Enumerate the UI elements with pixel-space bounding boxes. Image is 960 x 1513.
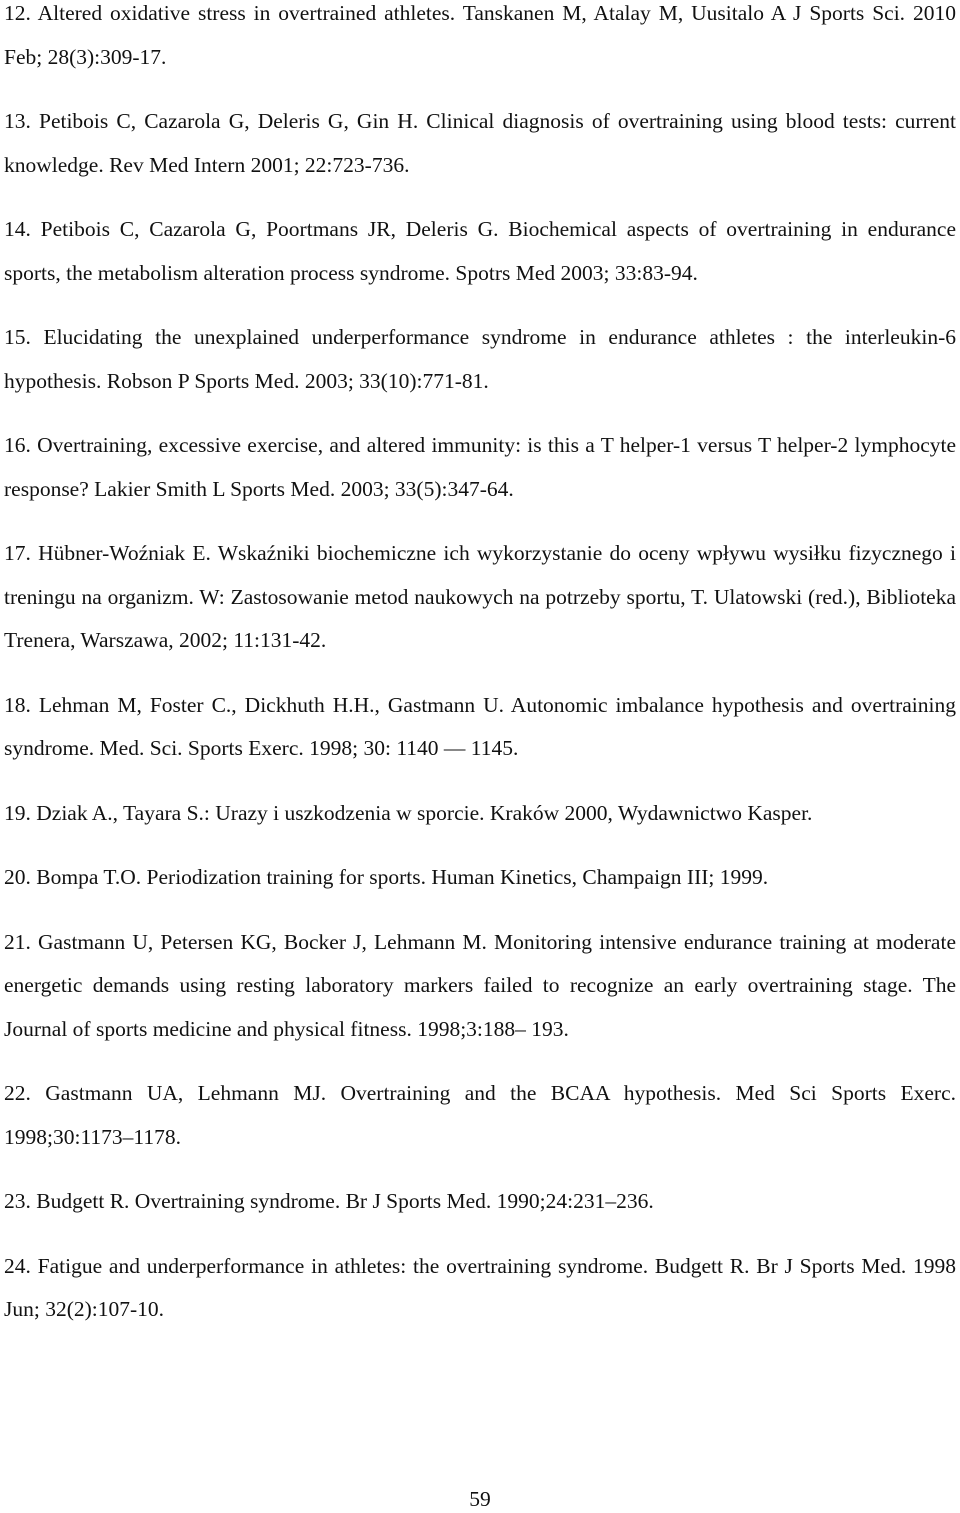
reference-list [4,0,956,1353]
reference-item-15: 15. Elucidating the unexplained underperformance syndrome in endurance athletes : the interleukin-6 hypothesis. Robson P Sports Med. 2003; 33(10):771-81. [4,325,956,393]
reference-item-22: 22. Gastmann UA, Lehmann MJ. Overtraining and the BCAA hypothesis. Med Sci Sports Exerc. 1998;30:1173–1178. [4,1081,956,1149]
reference-item-18: 18. Lehman M, Foster C., Dickhuth H.H., Gastmann U. Autonomic imbalance hypothesis and overtraining syndrome. Med. Sci. Sports Exerc. 1998; 30: 1140 — 1145. [4,692,956,760]
page-number: 59 [469,1487,491,1511]
reference-item-24: 24. Fatigue and underperformance in athletes: the overtraining syndrome. Budgett R. Br J Sports Med. 1998 Jun; 32(2):107-10. [4,1253,956,1321]
reference-item-14: 14. Petibois C, Cazarola G, Poortmans JR, Deleris G. Biochemical aspects of overtraining in endurance sports, the metabolism alteration process syndrome. Spotrs Med 2003; 33:83-94. [4,217,956,285]
reference-item-20: 20. Bompa T.O. Periodization training for sports. Human Kinetics, Champaign III; 1999. [4,865,769,889]
reference-item-19: 19. Dziak A., Tayara S.: Urazy i uszkodzenia w sporcie. Kraków 2000, Wydawnictwo Kasper. [4,800,813,825]
reference-item-16: 16. Overtraining, excessive exercise, and altered immunity: is this a T helper-1 versus T helper-2 lymphocyte response? Lakier Smith L Sports Med. 2003; 33(5):347-64. [4,433,956,501]
reference-item-17: 17. Hübner-Woźniak E. Wskaźniki biochemiczne ich wykorzystanie do oceny wpływu wysiłku fizycznego i treningu na organizm. W: Zastosowanie metod naukowych na potrzeby sportu, T. Ulatowski (red.), Biblioteka Trenera, Warszawa, 2002; 11:131-42. [4,541,956,652]
reference-item-23: 23. Budgett R. Overtraining syndrome. Br J Sports Med. 1990;24:231–236. [4,1189,654,1213]
reference-item-13: 13. Petibois C, Cazarola G, Deleris G, Gin H. Clinical diagnosis of overtraining using blood tests: current knowledge. Rev Med Intern 2001; 22:723-736. [4,109,956,177]
reference-item-12: 12. Altered oxidative stress in overtrained athletes. Tanskanen M, Atalay M, Uusitalo A J Sports Sci. 2010 Feb; 28(3):309-17. [4,1,956,69]
reference-item-21: 21. Gastmann U, Petersen KG, Bocker J, Lehmann M. Monitoring intensive endurance training at moderate energetic demands using resting laboratory markers failed to recognize an early overtraining stage. The Journal of sports medicine and physical fitness. 1998;3:188– 193. [4,929,956,1041]
